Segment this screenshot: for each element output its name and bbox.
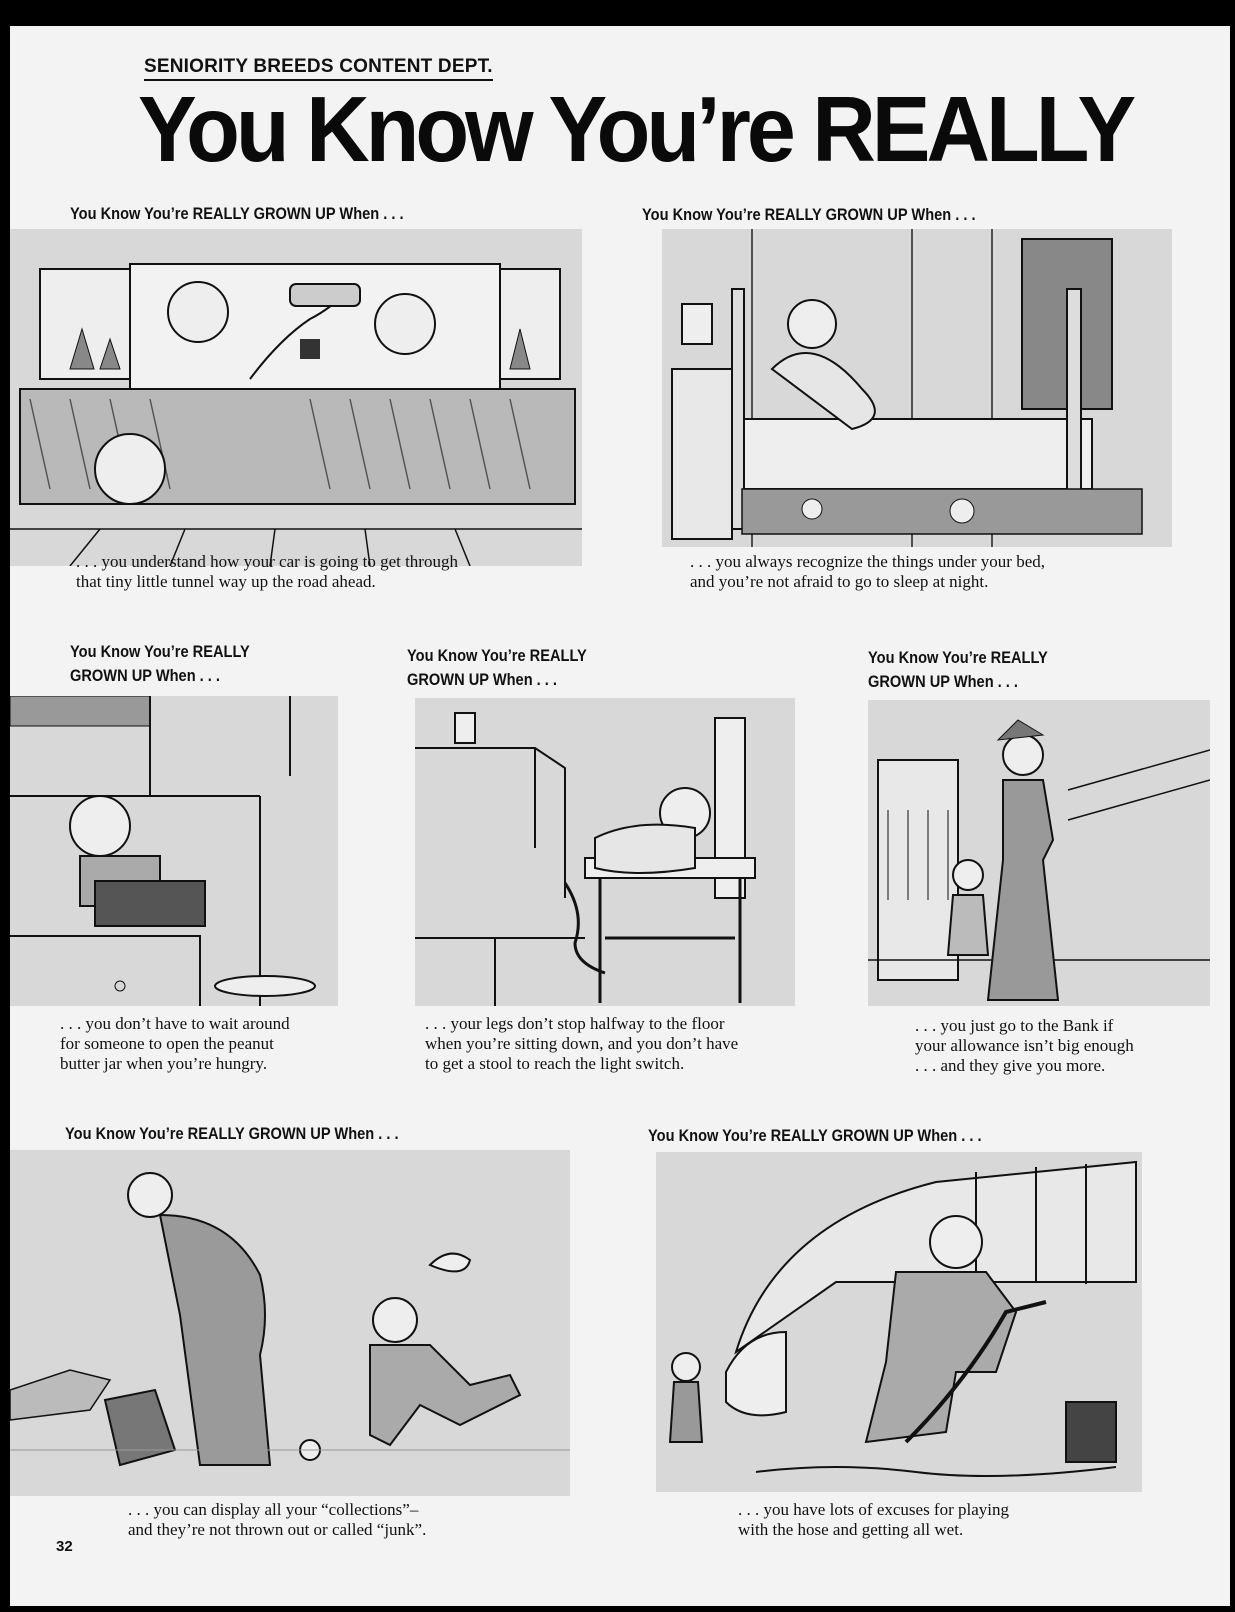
panel-1-caption-line-1: . . . you understand how your car is going to get through [76,552,458,571]
panel-7-heading: You Know You’re REALLY GROWN UP When . . . [648,1126,982,1145]
panel-6-caption-line-1: . . . you can display all your “collections”– [128,1500,419,1519]
panel-4-illustration-chair [415,698,795,1006]
kitchen-scene-drawing [10,696,338,1006]
panel-1-heading: You Know You’re REALLY GROWN UP When . . . [70,204,404,223]
panel-6-heading: You Know You’re REALLY GROWN UP When . . . [65,1124,399,1143]
panel-3-caption-line-3: butter jar when you’re hungry. [60,1054,268,1073]
hose-scene-drawing [656,1152,1142,1492]
panel-7-caption-line-2: with the hose and getting all wet. [738,1520,964,1539]
panel-4-caption-line-1: . . . your legs don’t stop halfway to the floor [425,1014,725,1033]
panel-7-illustration-hose [656,1152,1142,1492]
panel-5-heading-line-2: GROWN UP When . . . [868,672,1019,691]
chair-scene-drawing [415,698,795,1006]
panel-2-caption-line-2: and you’re not afraid to go to sleep at night. [690,572,989,591]
panel-4-heading-line-1: You Know You’re REALLY [407,646,587,665]
collections-scene-drawing [10,1150,570,1496]
panel-3-illustration-kitchen [10,696,338,1006]
page-title: You Know You’re REALLY [138,77,1133,182]
panel-5-caption-line-1: . . . you just go to the Bank if [915,1016,1114,1035]
bed-scene-drawing [662,229,1172,547]
panel-4-caption-line-2: when you’re sitting down, and you don’t have [425,1034,739,1053]
panel-3-heading-line-2: GROWN UP When . . . [70,666,221,685]
panel-2-caption-line-1: . . . you always recognize the things under your bed, [690,552,1046,571]
panel-7-caption-line-1: . . . you have lots of excuses for playing [738,1500,1009,1519]
panel-4-caption-line-3: to get a stool to reach the light switch. [425,1054,685,1073]
panel-1-caption-line-2: that tiny little tunnel way up the road ahead. [76,572,376,591]
department-label: SENIORITY BREEDS CONTENT DEPT. [144,56,493,81]
panel-5-caption-line-2: your allowance isn’t big enough [915,1036,1134,1055]
bank-scene-drawing [868,700,1210,1006]
magazine-page [10,26,1230,1606]
panel-5-caption-line-3: . . . and they give you more. [915,1056,1106,1075]
panel-3-heading-line-1: You Know You’re REALLY [70,642,250,661]
panel-5-illustration-bank [868,700,1210,1006]
panel-6-illustration-collections [10,1150,570,1496]
panel-4-heading-line-2: GROWN UP When . . . [407,670,558,689]
panel-3-caption-line-2: for someone to open the peanut [60,1034,274,1053]
panel-5-heading-line-1: You Know You’re REALLY [868,648,1048,667]
panel-2-illustration-bed [662,229,1172,547]
page-number: 32 [56,1538,73,1555]
panel-6-caption-line-2: and they’re not thrown out or called “junk”. [128,1520,427,1539]
panel-2-heading: You Know You’re REALLY GROWN UP When . . . [642,205,976,224]
panel-3-caption-line-1: . . . you don’t have to wait around [60,1014,290,1033]
panel-1-illustration-car [10,229,582,566]
car-scene-drawing [10,229,582,566]
